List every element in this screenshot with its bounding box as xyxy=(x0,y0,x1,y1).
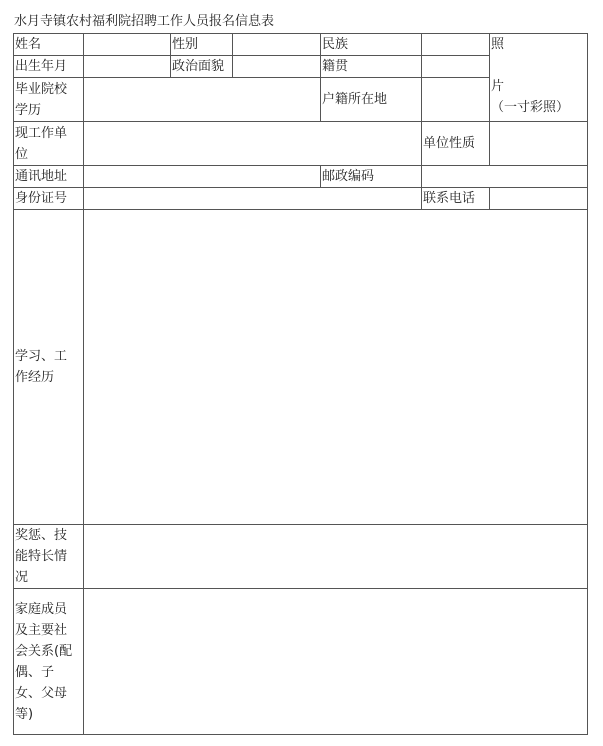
label-awards-line3: 况 xyxy=(15,570,29,585)
label-ethnicity: 民族 xyxy=(321,34,422,56)
value-name[interactable] xyxy=(84,34,171,56)
label-awards-line1: 奖惩、技 xyxy=(15,528,68,543)
form-title: 水月寺镇农村福利院招聘工作人员报名信息表 xyxy=(14,14,275,29)
photo-label-3: （一寸彩照） xyxy=(491,100,570,115)
label-school: 毕业院校 xyxy=(15,81,68,97)
label-family-line6: 等) xyxy=(15,706,34,722)
label-family-line4: 偶、子 xyxy=(15,664,55,680)
label-school-education xyxy=(14,78,84,122)
value-school-education[interactable] xyxy=(84,78,321,122)
value-ethnicity[interactable] xyxy=(422,34,490,56)
label-birth: 出生年月 xyxy=(14,56,84,78)
photo-label-1: 照 xyxy=(491,37,505,52)
label-family-line5: 女、父母 xyxy=(15,685,68,701)
label-study-work xyxy=(14,210,84,525)
value-birth[interactable] xyxy=(84,56,171,78)
photo-box[interactable] xyxy=(490,34,588,122)
registration-form-table xyxy=(13,33,588,735)
label-family xyxy=(14,589,84,735)
label-awards-line2: 能特长情 xyxy=(15,549,68,564)
value-political[interactable] xyxy=(233,56,321,78)
value-workplace[interactable] xyxy=(84,122,422,166)
value-family[interactable] xyxy=(84,589,588,735)
label-name: 姓名 xyxy=(14,34,84,56)
label-study-work-line1: 学习、工 xyxy=(15,349,68,364)
label-phone: 联系电话 xyxy=(422,188,490,210)
photo-label-2: 片 xyxy=(491,79,505,94)
value-id-number[interactable] xyxy=(84,188,422,210)
label-family-line1: 家庭成员 xyxy=(15,601,68,617)
value-address[interactable] xyxy=(84,166,321,188)
label-postcode: 邮政编码 xyxy=(321,166,422,188)
value-study-work[interactable] xyxy=(84,210,588,525)
label-awards xyxy=(14,525,84,589)
label-family-line3: 会关系(配 xyxy=(15,643,73,659)
label-workplace-line1: 现工作单 xyxy=(15,125,68,141)
value-gender[interactable] xyxy=(233,34,321,56)
value-awards[interactable] xyxy=(84,525,588,589)
label-gender: 性别 xyxy=(171,34,233,56)
label-address: 通讯地址 xyxy=(14,166,84,188)
label-unit-type: 单位性质 xyxy=(422,122,490,166)
label-family-line2: 及主要社 xyxy=(15,622,68,638)
value-phone[interactable] xyxy=(490,188,588,210)
label-id-number: 身份证号 xyxy=(14,188,84,210)
value-native-place[interactable] xyxy=(422,56,490,78)
label-education: 学历 xyxy=(15,102,42,118)
label-household: 户籍所在地 xyxy=(321,78,422,122)
label-workplace xyxy=(14,122,84,166)
label-native-place: 籍贯 xyxy=(321,56,422,78)
label-political: 政治面貌 xyxy=(171,56,233,78)
value-unit-type[interactable] xyxy=(490,122,588,166)
label-workplace-line2: 位 xyxy=(15,146,29,162)
value-postcode[interactable] xyxy=(422,166,588,188)
label-study-work-line2: 作经历 xyxy=(15,370,55,385)
value-household[interactable] xyxy=(422,78,490,122)
